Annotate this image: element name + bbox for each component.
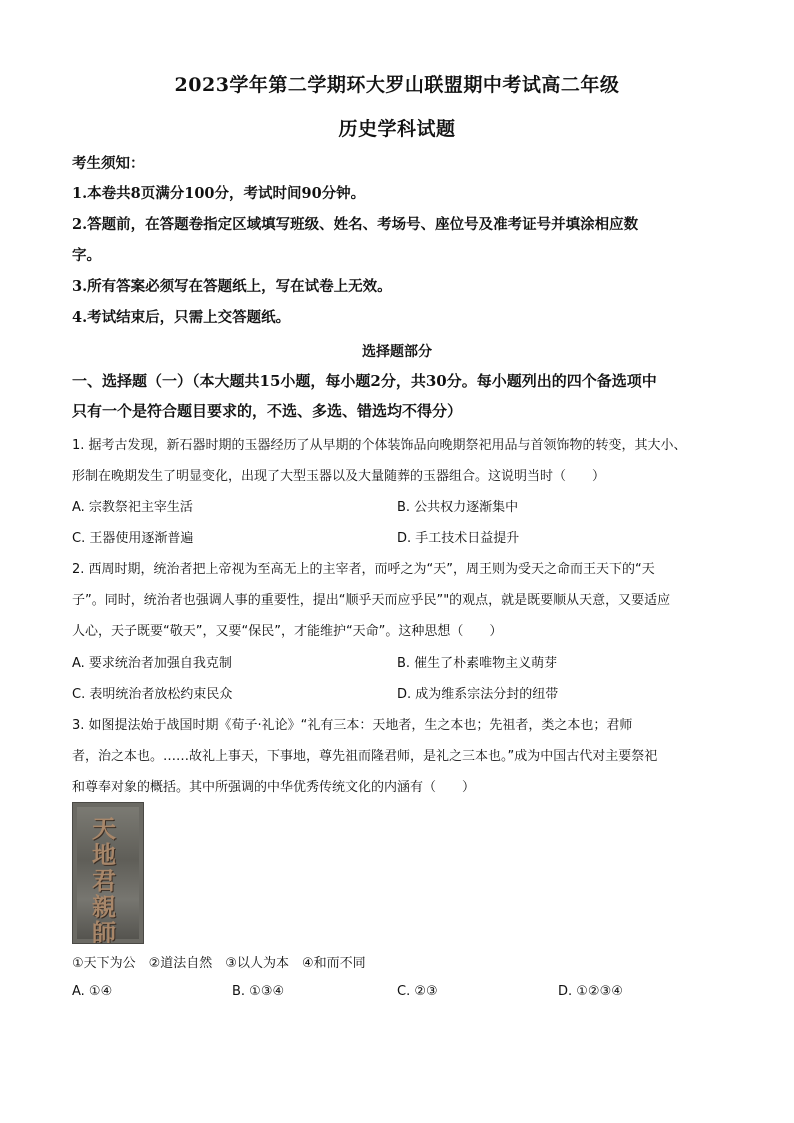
notice-item-2-cont: 字。 (72, 247, 101, 264)
question-2-option-c: C. 表明统治者放松约束民众 (72, 687, 233, 702)
notice-item-2: 2.答题前，在答题卷指定区域填写班级、姓名、考场号、座位号及准考证号并填涂相应数 (72, 216, 639, 233)
question-3-option-b: B. ①③④ (232, 984, 285, 999)
question-2-option-b: B. 催生了朴素唯物主义萌芽 (397, 656, 558, 671)
question-2-option-d: D. 成为维系宗法分封的纽带 (397, 687, 559, 702)
question-1-option-d: D. 手工技术日益提升 (397, 531, 520, 546)
question-2-option-a: A. 要求统治者加强自我克制 (72, 656, 232, 671)
plaque-char-4: 親 (92, 892, 116, 921)
notice-item-1: 1.本卷共8页满分100分，考试时间90分钟。 (72, 185, 366, 202)
question-2-line1: 2. 西周时期，统治者把上帝视为至高无上的主宰者，而呼之为“天”，周王则为受天之命而王天下的“天 (72, 562, 655, 577)
part-title: 选择题部分 (362, 344, 432, 360)
question-2-line3: 人心，天子既要“敬天”，又要“保民”，才能维护“天命”。这种思想（ ） (72, 624, 503, 639)
question-1-line1: 1. 据考古发现，新石器时期的玉器经历了从早期的个体装饰品向晚期祭祀用品与首领饰物的转变，其大小、 (72, 438, 687, 453)
plaque-char-3: 君 (92, 866, 116, 895)
section-heading-line1: 一、选择题（一）（本大题共15小题，每小题2分，共30分。每小题列出的四个备选项中 (72, 372, 657, 390)
question-3-statements: ①天下为公 ②道法自然 ③以人为本 ④和而不同 (72, 956, 366, 971)
exam-title-line2: 历史学科试题 (338, 118, 456, 140)
question-3-option-d: D. ①②③④ (558, 984, 623, 999)
question-1-option-c: C. 王器使用逐渐普遍 (72, 531, 194, 546)
question-3-option-c: C. ②③ (397, 984, 438, 999)
section-heading-line2: 只有一个是符合题目要求的，不选、多选、错选均不得分） (72, 402, 463, 420)
question-1-option-a: A. 宗教祭祀主宰生活 (72, 500, 193, 515)
notice-item-4: 4.考试结束后，只需上交答题纸。 (72, 309, 291, 326)
notice-item-3: 3.所有答案必须写在答题纸上，写在试卷上无效。 (72, 278, 392, 295)
plaque-char-1: 天 (92, 814, 116, 843)
question-3-line3: 和尊奉对象的概括。其中所强调的中华优秀传统文化的内涵有（ ） (72, 780, 476, 795)
question-3-option-a: A. ①④ (72, 984, 113, 999)
plaque-char-2: 地 (92, 840, 116, 869)
question-1-line2: 形制在晚期发生了明显变化，出现了大型玉器以及大量随葬的玉器组合。这说明当时（ ） (72, 469, 606, 484)
exam-title-line1: 2023学年第二学期环大罗山联盟期中考试高二年级 (174, 74, 620, 96)
notice-heading: 考生须知： (72, 155, 145, 172)
question-3-line2: 者，治之本也。……故礼上事天，下事地，尊先祖而隆君师，是礼之三本也。”成为中国古代对主要祭祀 (72, 749, 658, 764)
question-1-option-b: B. 公共权力逐渐集中 (397, 500, 519, 515)
question-3-line1: 3. 如图提法始于战国时期《荀子·礼论》“礼有三本：天地者，生之本也；先祖者，类之本也；君师 (72, 718, 633, 733)
tiandi-junqin-shi-plaque-image (72, 802, 144, 944)
plaque-char-5: 師 (92, 918, 116, 944)
question-2-line2: 子”。同时，统治者也强调人事的重要性，提出“顺乎天而应乎民”"的观点，就是既要顺从天意，又要适应 (72, 593, 671, 608)
